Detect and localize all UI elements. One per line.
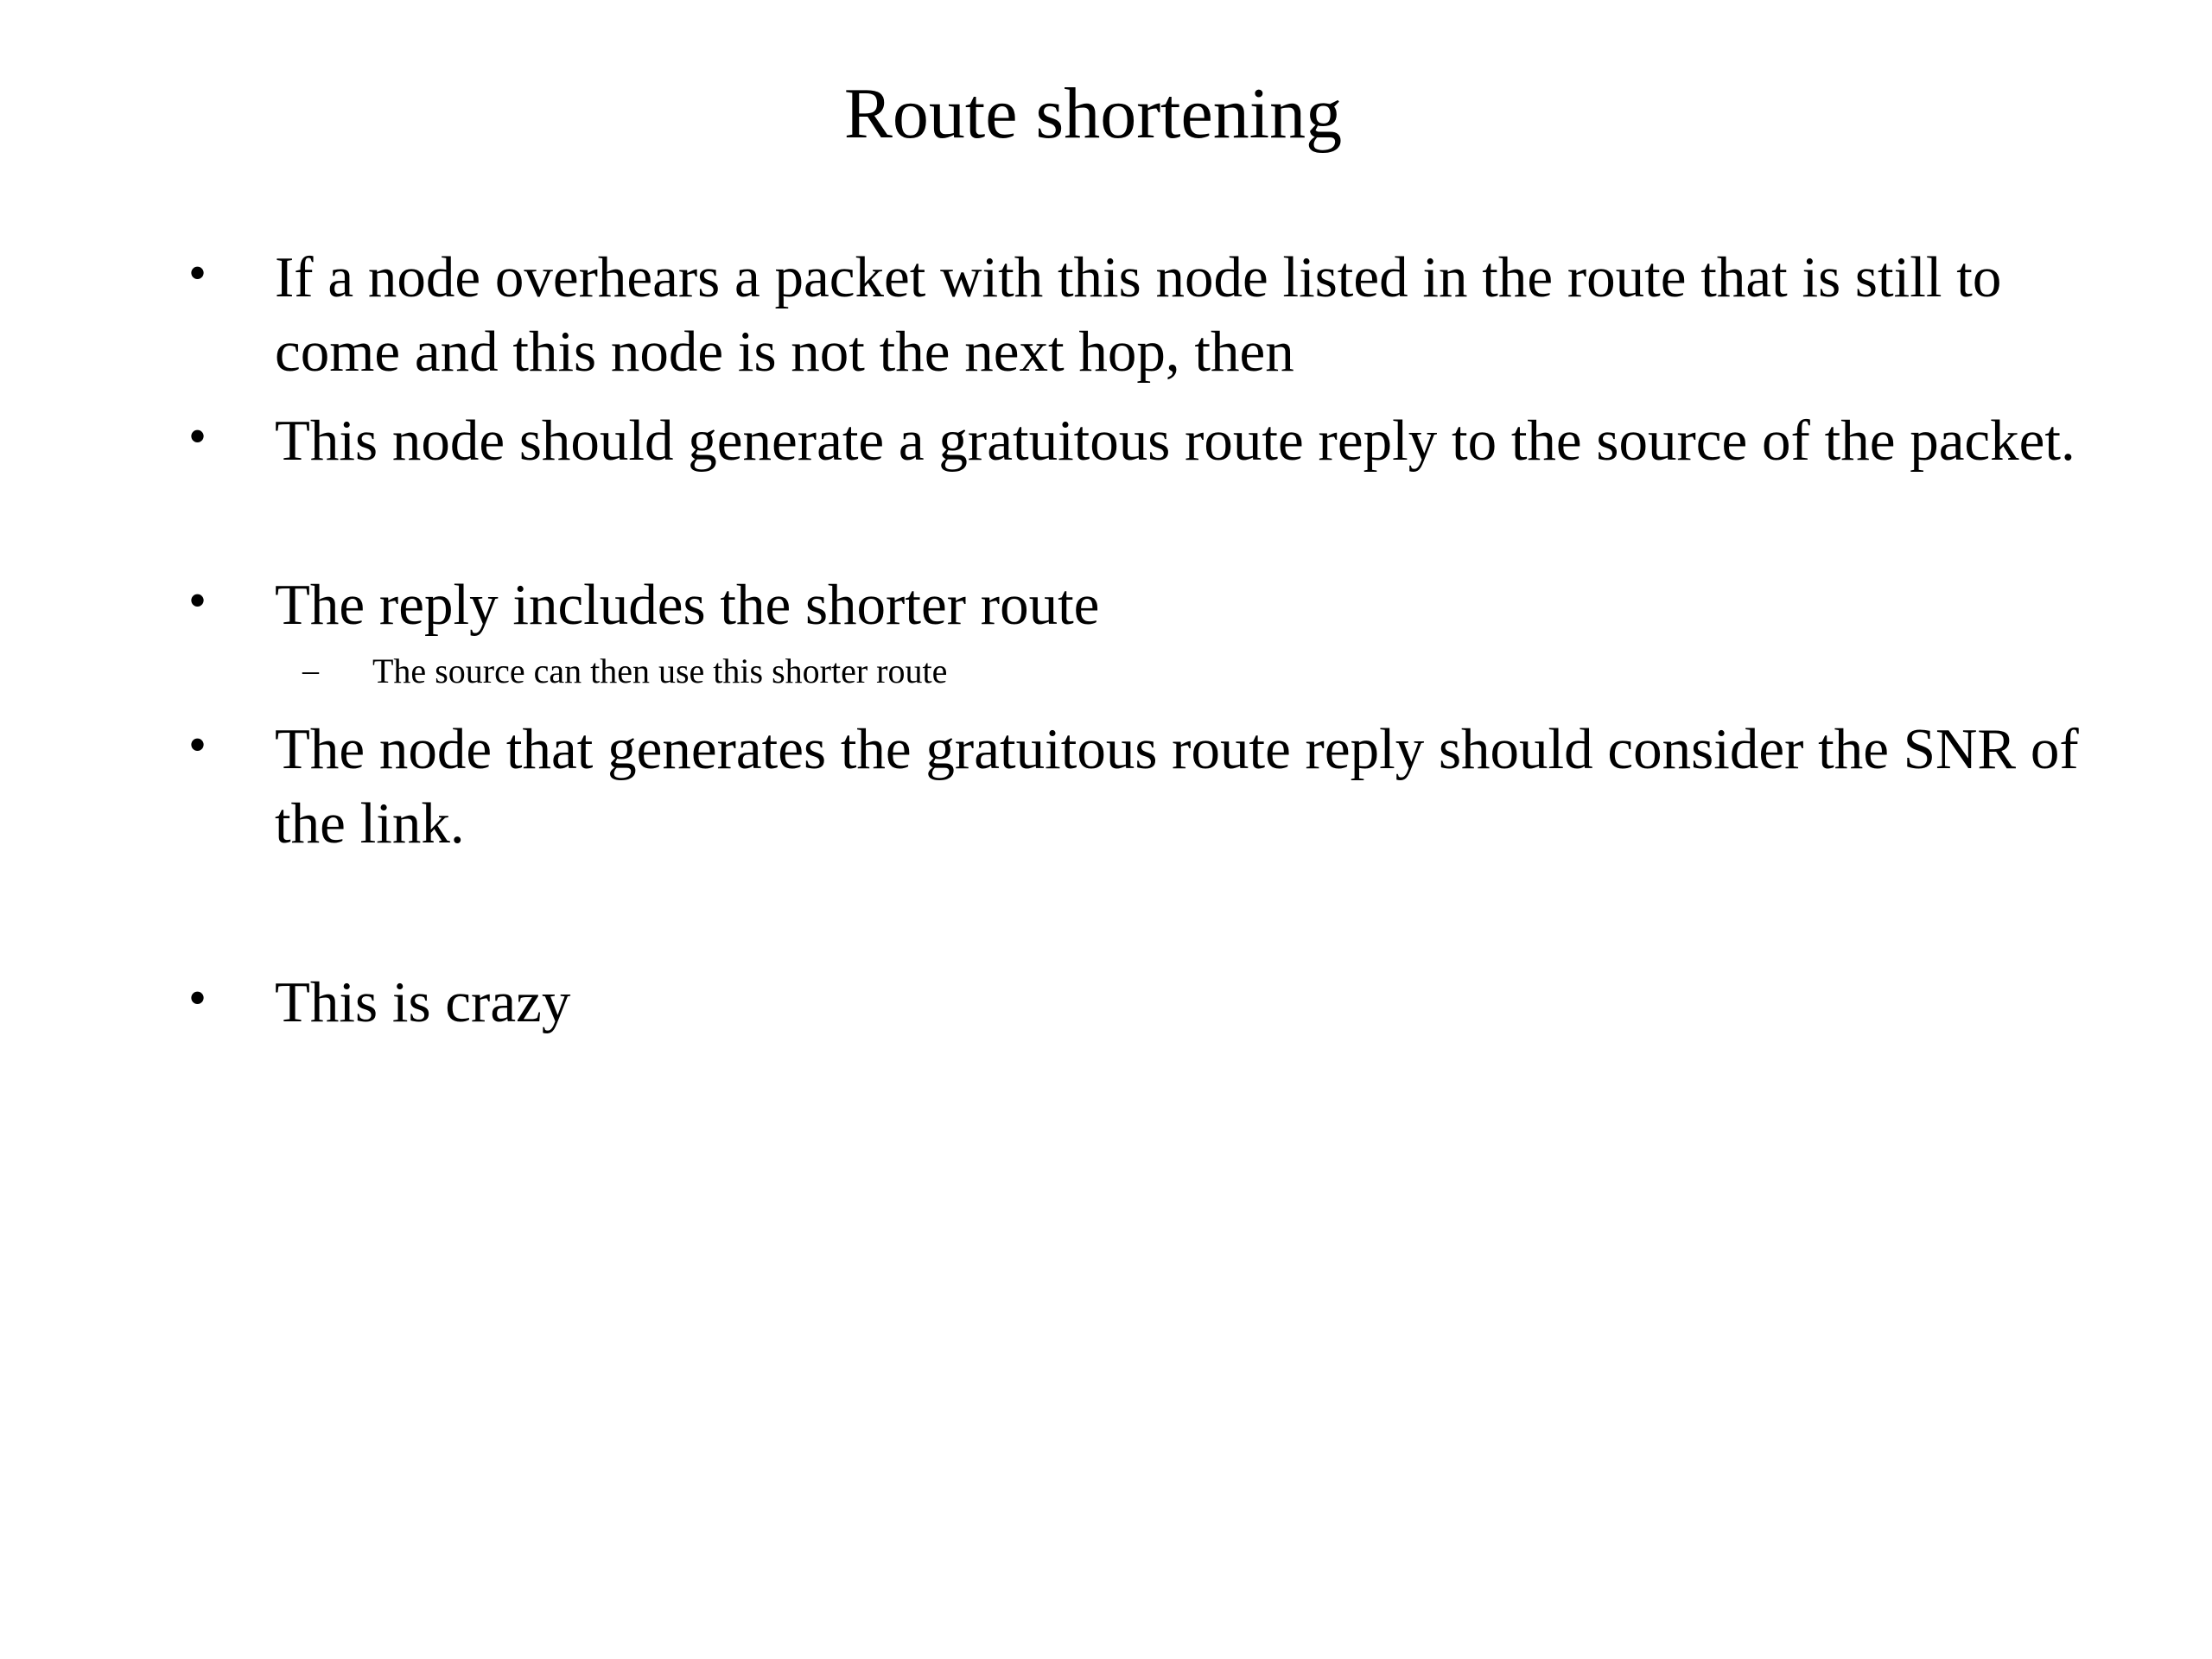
bullet-marker: • (188, 572, 207, 629)
bullet-text: This node should generate a gratuitous route reply to the source of the packet. (275, 409, 2075, 473)
bullet-marker: • (188, 408, 207, 465)
bullet-marker: • (188, 716, 207, 773)
bullet-text: This is crazy (275, 970, 571, 1034)
sub-bullet-marker: – (302, 652, 319, 689)
bullet-text: The reply includes the shorter route (275, 573, 1100, 637)
slide-title: Route shortening (843, 73, 1343, 154)
sub-bullet-text: The source can then use this shorter route (372, 652, 948, 690)
bullet-text: If a node overhears a packet with this node listed in the route that is still to come and this node is not the next hop, then (275, 245, 2002, 384)
bullet-text: The node that generates the gratuitous route reply should consider the SNR of the link. (275, 717, 2079, 855)
bullet-marker: • (188, 969, 207, 1027)
bullet-marker: • (188, 245, 207, 302)
